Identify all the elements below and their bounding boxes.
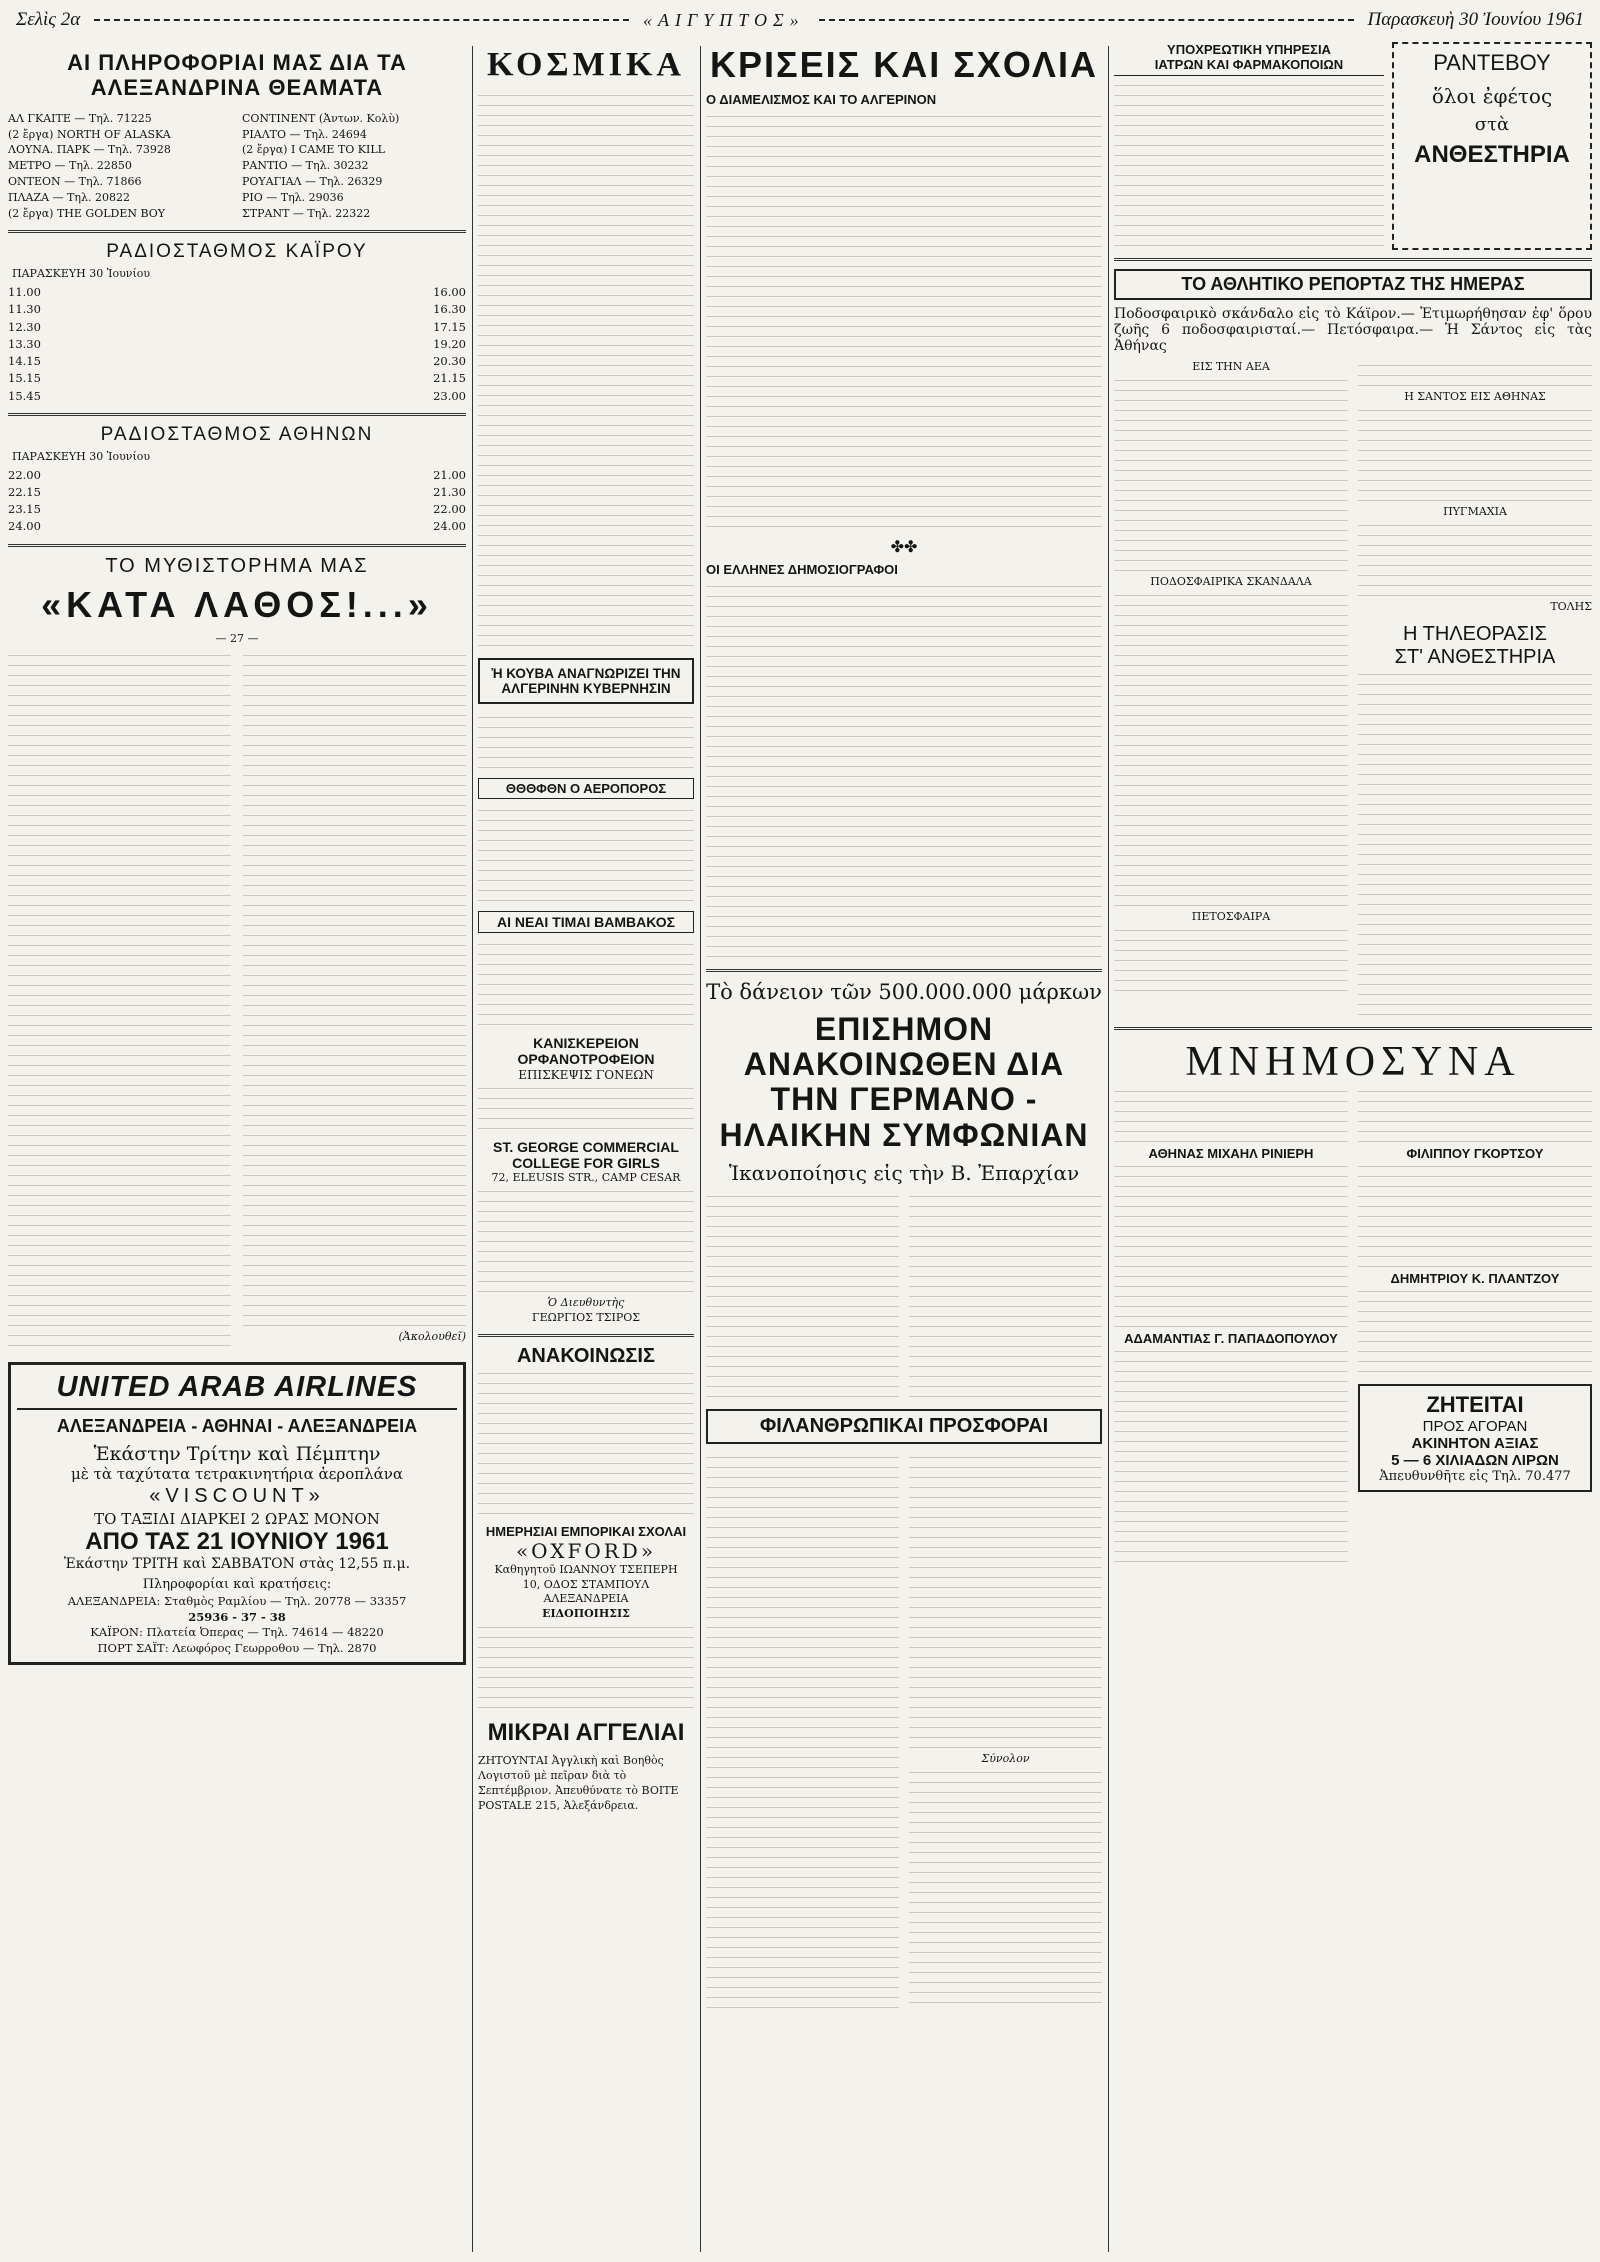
airline-portsaid: ΠΟΡΤ ΣΑΪΤ: Λεωφόρος Γεωρροθου — Τηλ. 2870: [97, 1640, 377, 1655]
medical-service-title-b: ΙΑΤΡΩΝ ΚΑΙ ΦΑΡΜΑΚΟΠΟΙΩΝ: [1114, 57, 1384, 76]
sports-signature: ΤΟΛΗΣ: [1550, 599, 1592, 613]
college-name-a: ST. GEORGE COMMERCIAL: [493, 1139, 679, 1156]
airline-route: ΑΛΕΞΑΝΔΡΕΙΑ - ΑΘΗΝΑΙ - ΑΛΕΞΑΝΔΡΕΙΑ: [56, 1416, 418, 1437]
schedule-time: 21.30: [433, 484, 466, 499]
wanted-title: ΖΗΤΕΙΤΑΙ: [1426, 1391, 1524, 1417]
cinema-listing: ΠΛΑΖΑ — Τηλ. 20822: [8, 191, 130, 205]
college-address: 72, ELEUSIS STR., CAMP CESAR: [491, 1171, 681, 1185]
cinema-section-title: ΑΙ ΠΛΗΡΟΦΟΡΙΑΙ ΜΑΣ ΔΙΑ ΤΑ ΑΛΕΞΑΝΔΡΙΝΑ ΘΕΑΜΑΤΑ: [67, 50, 407, 101]
schedule-row: [8, 484, 466, 501]
sports-subtitle: Ποδοσφαιρικὸ σκάνδαλο εἰς τὸ Κάϊρον.— Ἐτιμωρήθησαν ἐφ' ὅρου ζωῆς 6 ποδοσφαιρισταί.— Πετόσφαιρα.— Ἡ Σάντος εἰς τὰς Ἀθήνας: [1114, 306, 1592, 354]
schedule-time: 15.15: [8, 371, 41, 386]
page-header: [0, 0, 1600, 40]
schedule-row: [8, 336, 466, 353]
schedule-time: 11.30: [8, 302, 41, 317]
schedule-time: 21.00: [433, 467, 466, 482]
cinema-listing: ΣΤΡΑΝΤ — Τηλ. 22322: [242, 207, 371, 221]
header-right: Παρασκευὴ 30 Ἰουνίου 1961: [1367, 9, 1584, 30]
charity-lists: [706, 1452, 1102, 2012]
radio-athens-title: ΡΑΔΙΟΣΤΑΘΜΟΣ ΑΘΗΝΩΝ: [100, 423, 374, 445]
oxford-name: «OXFORD»: [515, 1538, 657, 1563]
wanted-line4: 5 — 6 ΧΙΛΙΑΔΩΝ ΛΙΡΩΝ: [1391, 1451, 1559, 1469]
cinema-listing: ΟΝΤΕΟΝ — Τηλ. 71866: [8, 175, 142, 189]
anthestiria-line2: ὅλοι ἐφέτος: [1431, 84, 1553, 108]
airline-info-label: Πληροφορίαι καὶ κρατήσεις:: [142, 1577, 332, 1593]
cinema-listings: [8, 111, 466, 223]
schedule-row: [8, 370, 466, 387]
radio-athens-date: ΠΑΡΑΣΚΕΥΗ 30 Ἰουνίου: [12, 449, 151, 463]
schedule-row: [8, 319, 466, 336]
agreement-text: [706, 1191, 1102, 1401]
schedule-time: 20.30: [433, 354, 466, 368]
agreement-headline: ΕΠΙΣΗΜΟΝ ΑΝΑΚΟΙΝΩΘΕΝ ΔΙΑ ΤΗΝ ΓΕΡΜΑΝΟ - ΗΛΑΙΚΗΝ ΣΥΜΦΩΝΙΑΝ: [719, 1011, 1089, 1153]
radio-cairo-title: ΡΑΔΙΟΣΤΑΘΜΟΣ ΚΑΪΡΟΥ: [106, 241, 368, 263]
cinema-listing: CONTINENT (Ἀντων. Κολὺ): [242, 111, 400, 125]
algeria-section-title: Ο ΔΙΑΜΕΛΙΣΜΟΣ ΚΑΙ ΤΟ ΑΛΓΕΡΙΝΟΝ: [706, 92, 937, 107]
novel-text-left: [8, 650, 231, 1350]
oxford-notice: ΕΙΔΟΠΟΙΗΣΙΣ: [542, 1607, 630, 1621]
radio-athens-schedule: [8, 467, 466, 536]
schedule-time: 24.00: [433, 519, 466, 534]
memorial-name-2: ΑΔΑΜΑΝΤΙΑΣ Γ. ΠΑΠΑΔΟΠΟΥΛΟΥ: [1124, 1330, 1338, 1346]
schedule-time: 22.15: [8, 484, 41, 499]
column-separator: [472, 46, 473, 2252]
schedule-time: 14.15: [8, 354, 41, 368]
college-name-b: COLLEGE FOR GIRLS: [512, 1155, 660, 1172]
airline-name: UNITED ARAB AIRLINES: [17, 1371, 457, 1410]
agreement-subheadline: Ἱκανοποίησις εἰς τὴν Β. Ἐπαρχίαν: [728, 1160, 1080, 1185]
cinema-list-right: [242, 111, 466, 223]
cinema-listing: ΡΟΥΑΓΙΑΛ — Τηλ. 26329: [242, 175, 383, 189]
novel-name: «ΚΑΤΑ ΛΑΘΟΣ!...»: [41, 583, 433, 625]
airline-schedule: Ἑκάστην ΤΡΙΤΗ καὶ ΣΑΒΒΑΤΟΝ στὰς 12,55 π.μ.: [63, 1556, 411, 1573]
college-signature-role: Ὁ Διευθυντὴς: [547, 1296, 625, 1310]
announcement-title: ΑΝΑΚΟΙΝΩΣΙΣ: [516, 1344, 655, 1367]
cinema-listing: ΛΟΥΝΑ. ΠΑΡΚ — Τηλ. 73928: [8, 143, 171, 157]
radio-cairo-schedule: [8, 284, 466, 405]
cinema-listing: (2 ἔργα) NORTH OF ALASKA: [8, 127, 171, 141]
medical-service-title-a: ΥΠΟΧΡΕΩΤΙΚΗ ΥΠΗΡΕΣΙΑ: [1167, 42, 1331, 57]
pilot-headline: ΘΘΘΦΘΝ Ο ΑΕΡΟΠΟΡΟΣ: [478, 778, 694, 799]
sports-heading-santos: Η ΣΑΝΤΟΣ ΕΙΣ ΑΘΗΝΑΣ: [1404, 390, 1546, 403]
airline-start-date: ΑΠΟ ΤΑΣ 21 ΙΟΥΝΙΟΥ 1961: [85, 1528, 389, 1556]
novel-text-right: [243, 650, 466, 1350]
wanted-line3: ΑΚΙΝΗΤΟΝ ΑΞΙΑΣ: [1411, 1434, 1539, 1452]
cuba-recognition-headline-box: [478, 658, 694, 704]
journalists-section-title: ΟΙ ΕΛΛΗΝΕΣ ΔΗΜΟΣΙΟΓΡΑΦΟΙ: [706, 562, 898, 577]
schedule-time: 16.30: [433, 302, 466, 317]
radio-cairo-date: ΠΑΡΑΣΚΕΥΗ 30 Ἰουνίου: [12, 267, 151, 281]
schedule-time: 15.45: [8, 388, 41, 403]
cinema-listing: ΡΙΑΛΤΟ — Τηλ. 24694: [242, 127, 367, 141]
memorials-columns: [1114, 1086, 1592, 1566]
orphanage-title-b: ΟΡΦΑΝΟΤΡΟΦΕΙΟΝ: [517, 1051, 655, 1067]
sports-heading-football: ΠΟΔΟΣΦΑΙΡΙΚΑ ΣΚΑΝΔΑΛΑ: [1150, 574, 1312, 588]
schedule-time: 12.30: [8, 319, 41, 334]
cinema-listing: ΜΕΤΡΟ — Τηλ. 22850: [8, 159, 132, 173]
oxford-title: ΗΜΕΡΗΣΙΑΙ ΕΜΠΟΡΙΚΑΙ ΣΧΟΛΑΙ: [485, 1523, 687, 1539]
cinema-listing: (2 ἔργα) I CAME TO KILL: [242, 143, 385, 157]
sports-heading-volleyball: ΠΕΤΟΣΦΑΙΡΑ: [1191, 909, 1271, 923]
schedule-time: 11.00: [8, 285, 41, 299]
cotton-headline: ΑΙ ΝΕΑΙ ΤΙΜΑΙ ΒΑΜΒΑΚΟΣ: [478, 911, 694, 933]
memorial-name-4: ΔΗΜΗΤΡΙΟΥ Κ. ΠΛΑΝΤΖΟΥ: [1390, 1270, 1560, 1286]
social-section-title: ΚΟΣΜΙΚΑ: [487, 46, 685, 83]
column-separator: [700, 46, 701, 2252]
anthestiria-name: ΑΝΘΕΣΤΗΡΙΑ: [1414, 141, 1570, 168]
column-commentary: ΚΡΙΣΕΙΣ ΚΑΙ ΣΧΟΛΙΑ Ο ΔΙΑΜΕΛΙΣΜΟΣ ΚΑΙ ΤΟ ΑΛΓΕΡΙΝΟΝ ✤✤ ΟΙ ΕΛΛΗΝΕΣ ΔΗΜΟΣΙΟΓΡΑΦΟΙ Τὸ δάνειον τῶν 500.000.000 μάρκων ΕΠΙΣΗΜΟΝ ΑΝΑΚΟΙΝΩΘΕΝ ΔΙΑ ΤΗΝ ΓΕΡΜΑΝΟ - ΗΛΑΙΚΗΝ ΣΥΜΦΩΝΙΑΝ Ἱκανοποίησις εἰς τὴν Β. Ἐπαρχίαν ΦΙΛΑΝΘΡΩΠΙΚΑΙ ΠΡΟΣΦΟΡΑΙ Σύνολον: [706, 42, 1102, 2254]
college-signature: ΓΕΩΡΓΙΟΣ ΤΣΙΡΟΣ: [531, 1310, 641, 1324]
wanted-line2: ΠΡΟΣ ΑΓΟΡΑΝ: [1422, 1417, 1528, 1435]
schedule-time: 24.00: [8, 519, 41, 534]
novel-episode: — 27 —: [215, 631, 259, 645]
classifieds-title: ΜΙΚΡΑΙ ΑΓΓΕΛΙΑΙ: [487, 1719, 685, 1747]
column-separator: [1108, 46, 1109, 2252]
airline-duration: ΤΟ ΤΑΞΙΔΙ ΔΙΑΡΚΕΙ 2 ΩΡΑΣ ΜΟΝΟΝ: [94, 1510, 380, 1529]
sports-columns: [1114, 360, 1592, 1019]
schedule-time: 21.15: [433, 371, 466, 386]
schedule-row: [8, 353, 466, 370]
cinema-listing: (2 ἔργα) THE GOLDEN BOY: [8, 207, 166, 221]
memorial-name-1: ΑΘΗΝΑΣ ΜΙΧΑΗΛ ΡΙΝΙΕΡΗ: [1148, 1145, 1314, 1161]
schedule-time: 13.30: [8, 336, 41, 351]
header-center: «ΑΙΓΥΠΤΟΣ»: [643, 9, 805, 30]
cuba-headline: Ἡ ΚΟΥΒΑ ΑΝΑΓΝΩΡΙΖΕΙ ΤΗΝ ΑΛΓΕΡΙΝΗΝ ΚΥΒΕΡΝΗΣΙΝ: [491, 666, 681, 696]
orphanage-subtitle: ΕΠΙΣΚΕΨΙΣ ΓΟΝΕΩΝ: [518, 1068, 654, 1082]
charity-title: ΦΙΛΑΝΘΡΩΠΙΚΑΙ ΠΡΟΣΦΟΡΑΙ: [706, 1409, 1102, 1444]
airline-plane-model: «VISCOUNT»: [149, 1485, 325, 1508]
anthestiria-rantevou: ΡΑΝΤΕΒΟΥ: [1433, 50, 1551, 75]
cinema-list-left: [8, 111, 232, 223]
sports-heading-boxing: ΠΥΓΜΑΧΙΑ: [1443, 504, 1507, 518]
schedule-time: 22.00: [433, 502, 466, 517]
wanted-ad: [1358, 1384, 1592, 1492]
airline-alexandria: ΑΛΕΞΑΝΔΡΕΙΑ: Σταθμὸς Ραμλίου — Τηλ. 20778 — 33357: [67, 1593, 407, 1608]
schedule-row: [8, 388, 466, 405]
column-entertainment: [8, 42, 466, 2254]
memorial-name-3: ΦΙΛΙΠΠΟΥ ΓΚΟΡΤΣΟΥ: [1406, 1145, 1544, 1161]
charity-total: Σύνολον: [981, 1751, 1030, 1765]
top-boxes: [1114, 42, 1592, 250]
tv-title-b: ΣΤ' ΑΝΘΕΣΤΗΡΙΑ: [1394, 645, 1556, 668]
column-sports-memorials: [1114, 42, 1592, 2254]
schedule-time: 23.15: [8, 502, 41, 517]
novel-continued: (Ἀκολουθεῖ): [398, 1330, 466, 1344]
schedule-time: 16.00: [433, 285, 466, 299]
oxford-professor: Καθηγητοῦ ΙΩΑΝΝΟΥ ΤΣΕΠΕΡΗ: [494, 1562, 678, 1576]
airline-days: Ἑκάστην Τρίτην καὶ Πέμπτην: [93, 1443, 381, 1466]
algeria-text: [706, 111, 1102, 531]
schedule-row: [8, 301, 466, 318]
header-left: Σελὶς 2α: [16, 9, 81, 30]
schedule-time: 22.00: [8, 467, 41, 482]
airline-cairo-extra: 25936 - 37 - 38: [188, 1609, 286, 1624]
schedule-row: [8, 467, 466, 484]
memorials-title: ΜΝΗΜΟΣΥΝΑ: [1185, 1038, 1521, 1085]
novel-text-columns: [8, 650, 466, 1350]
loan-headline: Τὸ δάνειον τῶν 500.000.000 μάρκων: [706, 980, 1102, 1004]
tv-title-a: Η ΤΗΛΕΟΡΑΣΙΣ: [1402, 622, 1548, 645]
oxford-city: ΑΛΕΞΑΝΔΡΕΙΑ: [543, 1592, 629, 1606]
airline-cairo: ΚΑΪΡΟΝ: Πλατεία Ὀπερας — Τηλ. 74614 — 48220: [90, 1625, 384, 1640]
schedule-time: 23.00: [433, 388, 466, 403]
airline-ad: [8, 1362, 466, 1665]
cinema-listing: ΡΙΟ — Τηλ. 29036: [242, 191, 344, 205]
commentary-title: ΚΡΙΣΕΙΣ ΚΑΙ ΣΧΟΛΙΑ: [710, 44, 1098, 85]
novel-section-title: ΤΟ ΜΥΘΙΣΤΟΡΗΜΑ ΜΑΣ: [105, 554, 369, 577]
schedule-row: [8, 518, 466, 535]
schedule-time: 17.15: [433, 319, 466, 334]
schedule-row: [8, 284, 466, 301]
anthestiria-line3: στὰ: [1474, 114, 1510, 135]
sports-title: ΤΟ ΑΘΛΗΤΙΚΟ ΡΕΠΟΡΤΑΖ ΤΗΣ ΗΜΕΡΑΣ: [1114, 269, 1592, 300]
cinema-listing: ΡΑΝΤΙΟ — Τηλ. 30232: [242, 159, 369, 173]
column-social: [478, 42, 694, 2254]
journalists-text: [706, 581, 1102, 961]
anthestiria-ad: [1392, 42, 1592, 250]
header-rule-left: [94, 19, 629, 21]
social-text: [478, 90, 694, 650]
wanted-contact: Ἀπευθυνθῆτε εἰς Τηλ. 70.477: [1379, 1468, 1571, 1484]
orphanage-title-a: ΚΑΝΙΣΚΕΡΕΙΟΝ: [533, 1035, 639, 1051]
classifieds-text: ΖΗΤΟΥΝΤΑΙ Ἀγγλικὴ καὶ Βοηθὸς Λογιστοῦ μὲ πεῖραν διὰ τὸ Σεπτέμβριον. Ἀπευθύνατε τὸ BOITE POSTALE 215, Ἀλεξάνδρεια.: [478, 1754, 679, 1813]
sports-heading-aea: ΕΙΣ ΤΗΝ ΑΕΑ: [1192, 360, 1270, 373]
schedule-row: [8, 501, 466, 518]
schedule-time: 19.20: [433, 336, 466, 351]
oxford-street: 10, ΟΔΟΣ ΣΤΑΜΠΟΥΛ: [522, 1577, 650, 1591]
header-rule-right: [819, 19, 1354, 21]
cinema-listing: ΑΛ ΓΚΑΙΤΕ — Τηλ. 71225: [8, 111, 152, 125]
airline-planes: μὲ τὰ ταχύτατα τετρακινητήρια ἀεροπλάνα: [70, 1465, 404, 1484]
